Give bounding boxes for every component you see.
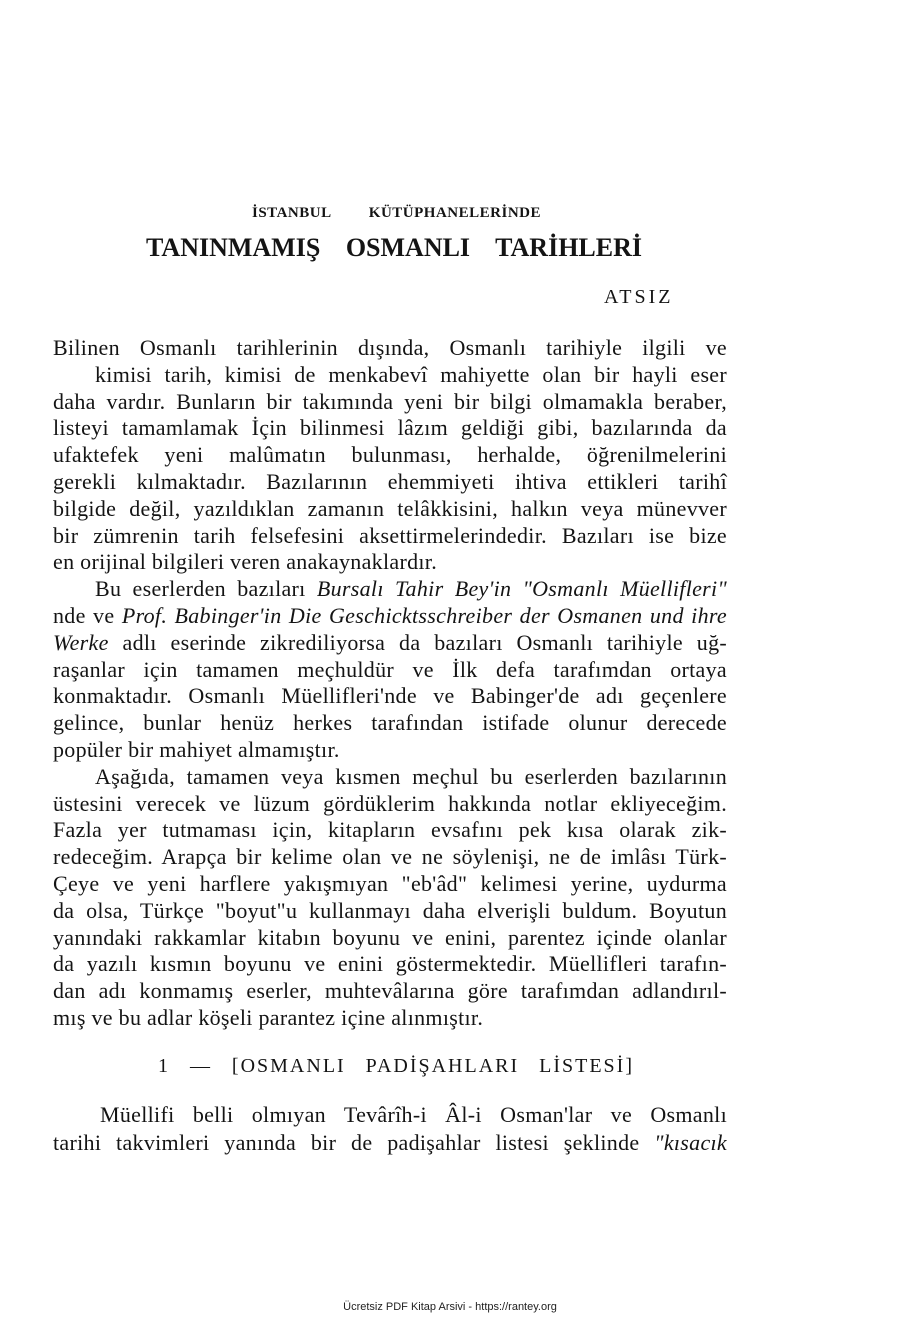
author-name: ATSIZ: [604, 286, 674, 308]
text-segment: Bu eserlerden bazıları: [95, 576, 317, 602]
text-line: [53, 630, 727, 657]
text-line: da olsa, Türkçe "boyut"u kullanmayı daha elverişli buldum. Boyutun: [53, 897, 727, 923]
text-line: da yazılı kısmın boyunu ve enini göstermektedir. Müellifleri tarafın-: [53, 951, 727, 977]
text-line: [53, 1129, 727, 1157]
text-line: popüler bir mahiyet almamıştır.: [53, 736, 340, 762]
text-line: raşanlar için tamamen meçhuldür ve İlk defa tarafımdan ortaya: [53, 656, 727, 682]
text-line: mış ve bu adlar köşeli parantez içine alınmıştır.: [53, 1004, 484, 1030]
text-line: listeyi tamamlamak İçin bilinmesi lâzım geldiği gibi, bazılarında da: [53, 415, 727, 441]
text-line: Bilinen Osmanlı tarihlerinin dışında, Osmanlı tarihiyle ilgili ve: [53, 335, 727, 360]
italic-text: Bursalı Tahir Bey'in "Osmanlı Müellifleri": [316, 576, 727, 602]
text-line: bir zümrenin tarih felsefesini aksettirmelerindedir. Bazıları ise bize: [53, 522, 727, 548]
text-line: [53, 576, 727, 603]
text-line: gerekli kılmaktadır. Bazılarının ehemmiyeti ihtiva ettikleri tarihî: [53, 468, 727, 494]
text-line: kimisi tarih, kimisi de menkabevî mahiyette olan bir hayli eser: [95, 361, 727, 387]
paragraph: [53, 335, 727, 576]
text-line: en orijinal bilgileri veren anakaynaklardır.: [53, 549, 437, 575]
text-segment: tarihi takvimleri yanında bir de padişahlar listesi şeklinde: [53, 1129, 655, 1155]
body-text-section-1: [53, 1101, 727, 1157]
text-line: ufaktefek yeni malûmatın bulunması, herhalde, öğrenilmelerini: [53, 442, 727, 468]
text-segment: adlı eserinde zikrediliyorsa da bazıları Osmanlı tarihiyle uğ-: [108, 629, 727, 655]
article-title: TANINMAMIŞ OSMANLI TARİHLERİ: [146, 233, 642, 262]
text-line: bilgide değil, yazıldıklan zamanın telâkkisini, halkın veya münevver: [53, 495, 727, 521]
section-heading: 1 — [OSMANLI PADİŞAHLARI LİSTESİ]: [158, 1055, 634, 1077]
text-line: dan adı konmamış eserler, muhtevâlarına göre tarafımdan adlandırıl-: [53, 978, 727, 1004]
text-line: [53, 603, 727, 630]
text-line: konmaktadır. Osmanlı Müellifleri'nde ve Babinger'de adı geçenlere: [53, 683, 727, 709]
paragraph: [53, 764, 727, 1032]
text-line: redeceğim. Arapça bir kelime olan ve ne söylenişi, ne de imlâsı Türk-: [53, 844, 727, 870]
text-line: Aşağıda, tamamen veya kısmen meçhul bu eserlerden bazılarının: [95, 763, 727, 789]
header-kicker: İSTANBUL KÜTÜPHANELERİNDE: [252, 205, 541, 221]
text-line: Müellifi belli olmıyan Tevârîh-i Âl-i Osman'lar ve Osmanlı: [100, 1102, 727, 1127]
italic-text: "kısacık: [654, 1129, 727, 1155]
italic-text: Werke: [53, 629, 109, 655]
text-line: daha vardır. Bunların bir takımında yeni bir bilgi olmamakla beraber,: [53, 388, 727, 414]
footer-note: Ücretsiz PDF Kitap Arsivi - https://rantey.org: [343, 1301, 557, 1313]
italic-text: Prof. Babinger'in Die Geschicktsschreiber der Osmanen und ihre: [121, 602, 727, 628]
text-segment: nde ve: [53, 602, 122, 628]
text-line: yanındaki rakkamlar kitabın boyunu ve enini, parentez içinde olanlar: [53, 924, 727, 950]
text-line: Çeye ve yeni harflere yakışmıyan "eb'âd" kelimesi yerine, uydurma: [53, 870, 727, 896]
text-line: üstesini verecek ve lüzum gördüklerim hakkında notlar ekliyeceğim.: [53, 790, 727, 816]
paragraph: [53, 576, 727, 764]
text-line: Fazla yer tutmaması için, kitapların evsafını pek kısa olarak zik-: [53, 817, 727, 843]
text-line: gelince, bunlar henüz herkes tarafından istifade olunur derecede: [53, 710, 727, 736]
paragraph: [53, 1101, 727, 1157]
body-text-intro: [53, 335, 727, 1032]
